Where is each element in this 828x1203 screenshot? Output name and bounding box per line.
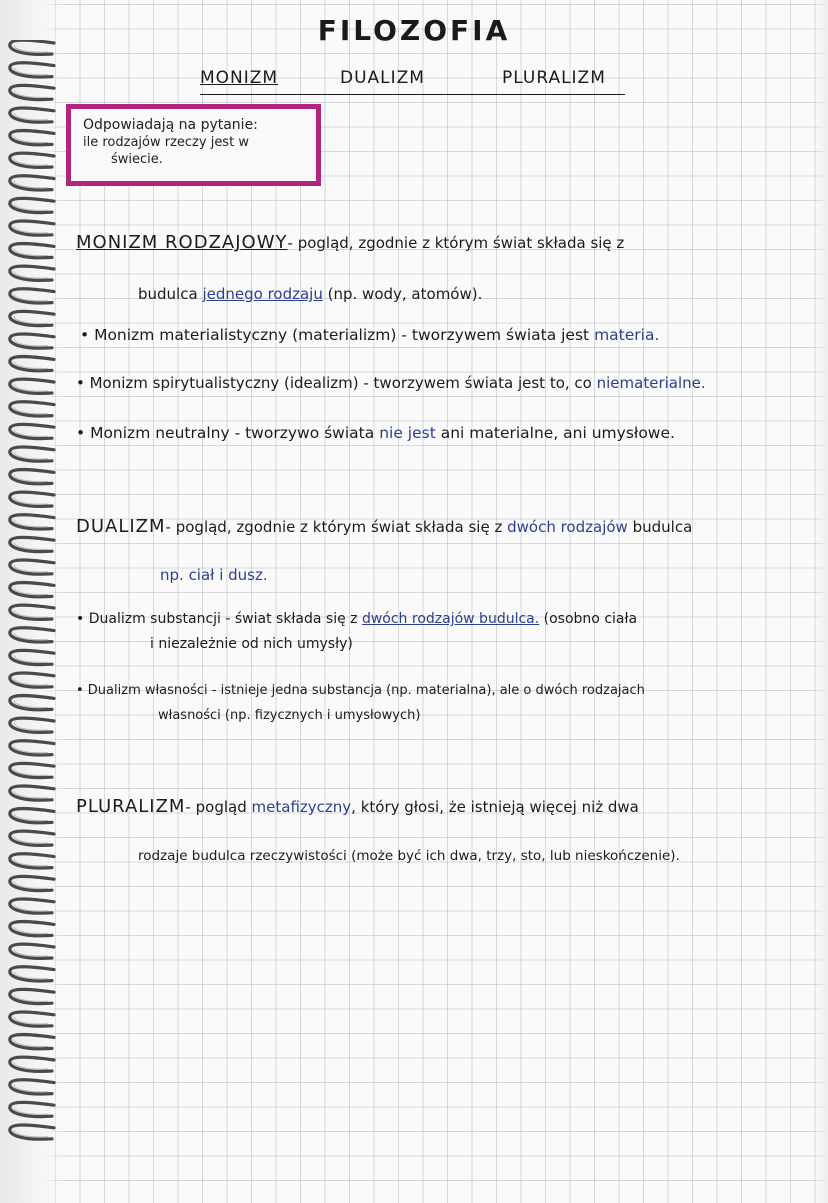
- dualizm-bullet-1-continuation: i niezależnie od nich umysły): [150, 636, 353, 652]
- heading-pluralizm: PLURALIZM: [502, 68, 606, 88]
- heading-dualizm: DUALIZM: [340, 68, 425, 88]
- question-box: [66, 104, 321, 186]
- monizm-bullet-spirytualistyczny: [76, 374, 706, 392]
- question-line-1: Odpowiadają na pytanie:: [83, 117, 258, 133]
- topics-heading-row: [200, 66, 625, 95]
- dualizm-bullet-1-highlight: dwóch rodzajów budulca.: [361, 611, 540, 627]
- monizm-examples: (np. wody, atomów).: [327, 285, 483, 303]
- monizm-jednego-rodzaju: jednego rodzaju: [202, 285, 323, 303]
- monizm-bullet-3-text: • Monizm neutralny - tworzywo świata: [76, 424, 375, 442]
- dualizm-definition-line-2: [160, 566, 268, 584]
- dualizm-example: np. ciał i dusz.: [160, 566, 268, 584]
- pluralizm-definition-line-2: [138, 848, 680, 864]
- dualizm-bullet-2-continuation: własności (np. fizycznych i umysłowych): [158, 708, 421, 723]
- pluralizm-definition-text: - pogląd: [185, 798, 247, 816]
- question-line-3: świecie.: [111, 152, 163, 167]
- dualizm-section-title: DUALIZM: [76, 516, 166, 537]
- monizm-bullet-materialistyczny: [80, 326, 659, 344]
- dualizm-bullet-substancji-cont: [150, 636, 353, 652]
- pluralizm-definition-rest: , który głosi, że istnieją więcej niż dwa: [351, 798, 639, 816]
- pluralizm-metafizyczny: metafizyczny: [251, 798, 352, 816]
- monizm-bullet-neutralny: [76, 424, 675, 442]
- heading-monizm: MONIZM: [200, 68, 279, 88]
- monizm-bullet-2-highlight: niematerialne.: [596, 374, 706, 392]
- monizm-section-title: MONIZM RODZAJOWY: [76, 232, 288, 253]
- pluralizm-definition-line-1: [76, 796, 639, 817]
- dualizm-definition-line-1: [76, 516, 692, 537]
- monizm-definition-line-1: [76, 232, 624, 253]
- dualizm-bullet-wlasnosci-cont: [158, 708, 420, 723]
- pluralizm-definition-continuation: rodzaje budulca rzeczywistości (może być ich dwa, trzy, sto, lub nieskończenie).: [138, 848, 680, 864]
- monizm-bullet-2-text: • Monizm spirytualistyczny (idealizm) - tworzywem świata jest to, co: [76, 374, 592, 392]
- dualizm-dwoch-rodzajow: dwóch rodzajów: [507, 518, 628, 536]
- monizm-bullet-3-highlight: nie jest: [379, 424, 436, 442]
- dualizm-bullet-substancji: [76, 611, 637, 627]
- monizm-definition-text: - pogląd, zgodnie z którym świat składa się z: [287, 234, 625, 252]
- monizm-bullet-1-highlight: materia.: [594, 326, 660, 344]
- monizm-bullet-1-text: • Monizm materialistyczny (materializm) - tworzywem świata jest: [80, 326, 590, 344]
- monizm-bullet-3-rest: ani materialne, ani umysłowe.: [440, 424, 675, 442]
- pluralizm-section-title: PLURALIZM: [76, 796, 186, 817]
- question-line-2: ile rodzajów rzeczy jest w: [83, 135, 249, 150]
- page-title: FILOZOFIA: [317, 14, 511, 47]
- dualizm-definition-text: - pogląd, zgodnie z którym świat składa się z: [165, 518, 503, 536]
- page-edge: [814, 0, 828, 1203]
- dualizm-bullet-2-text: • Dualizm własności - istnieje jedna substancja (np. materialna), ale o dwóch rodzajach: [76, 683, 645, 698]
- dualizm-budulca: budulca: [632, 518, 693, 536]
- spiral-binding: [2, 40, 60, 1150]
- monizm-budulca: budulca: [138, 285, 198, 303]
- dualizm-bullet-1-text: • Dualizm substancji - świat składa się z: [76, 611, 358, 627]
- monizm-definition-line-2: [138, 285, 482, 303]
- dualizm-bullet-1-rest: (osobno ciała: [543, 611, 638, 627]
- dualizm-bullet-wlasnosci: [76, 683, 645, 698]
